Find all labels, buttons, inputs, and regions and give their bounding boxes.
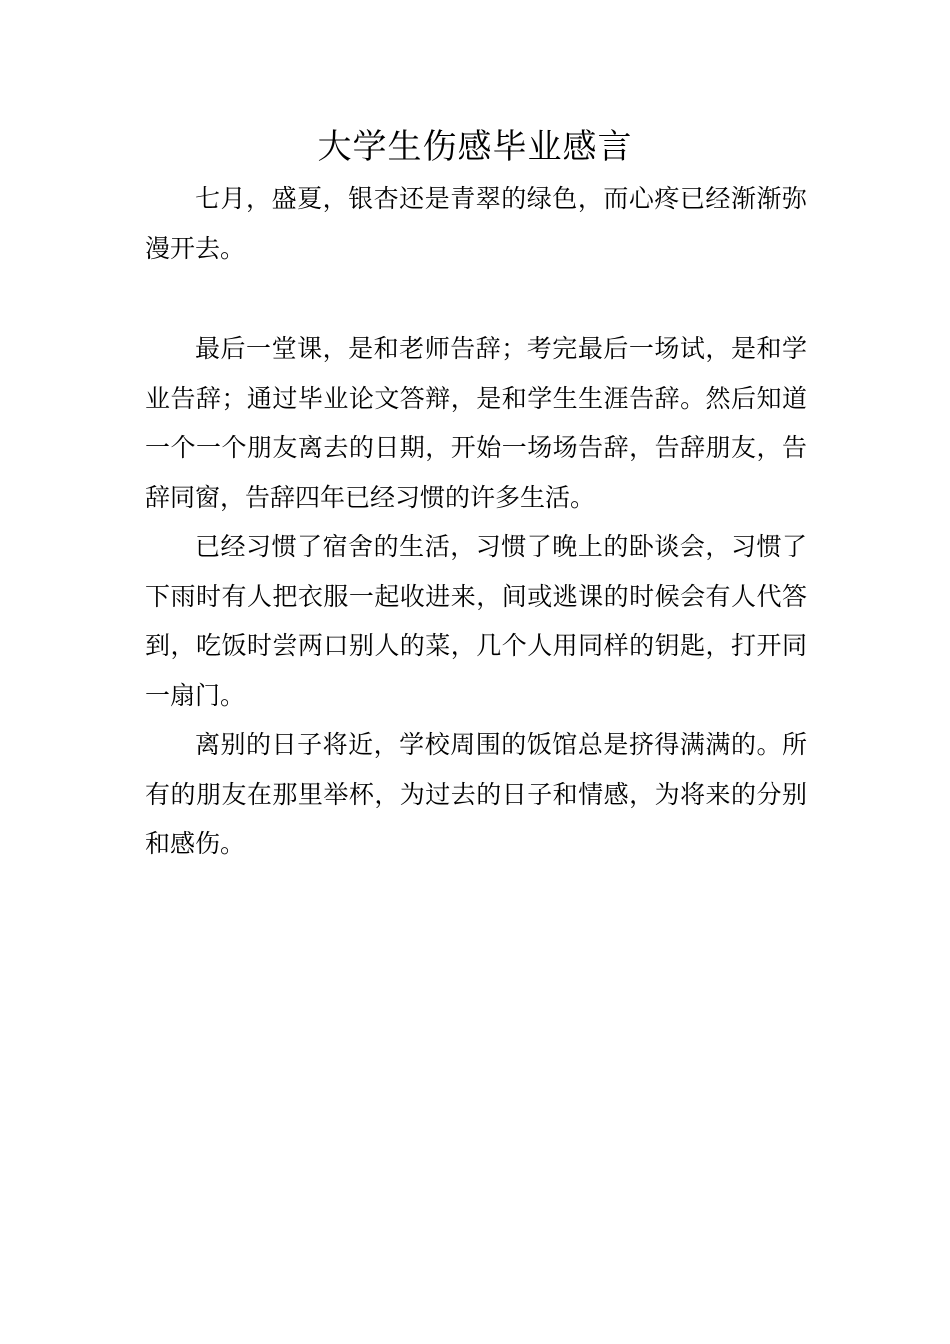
paragraph-2: 最后一堂课，是和老师告辞；考完最后一场试，是和学业告辞；通过毕业论文答辩，是和学生生涯告辞。然后知道一个一个朋友离去的日期，开始一场场告辞，告辞朋友，告辞同窗，告辞四年已经习惯的许多生活。: [145, 334, 807, 512]
document-title: 大学生伤感毕业感言: [317, 127, 633, 167]
paragraph-3: 已经习惯了宿舍的生活，习惯了晚上的卧谈会，习惯了下雨时有人把衣服一起收进来，间或逃课的时候会有人代答到，吃饭时尝两口别人的菜，几个人用同样的钥匙，打开同一扇门。: [145, 532, 807, 710]
paragraph-1: 七月，盛夏，银杏还是青翠的绿色，而心疼已经渐渐弥漫开去。: [145, 184, 807, 263]
paragraph-4: 离别的日子将近，学校周围的饭馆总是挤得满满的。所有的朋友在那里举杯，为过去的日子和情感，为将来的分别和感伤。: [145, 730, 807, 858]
